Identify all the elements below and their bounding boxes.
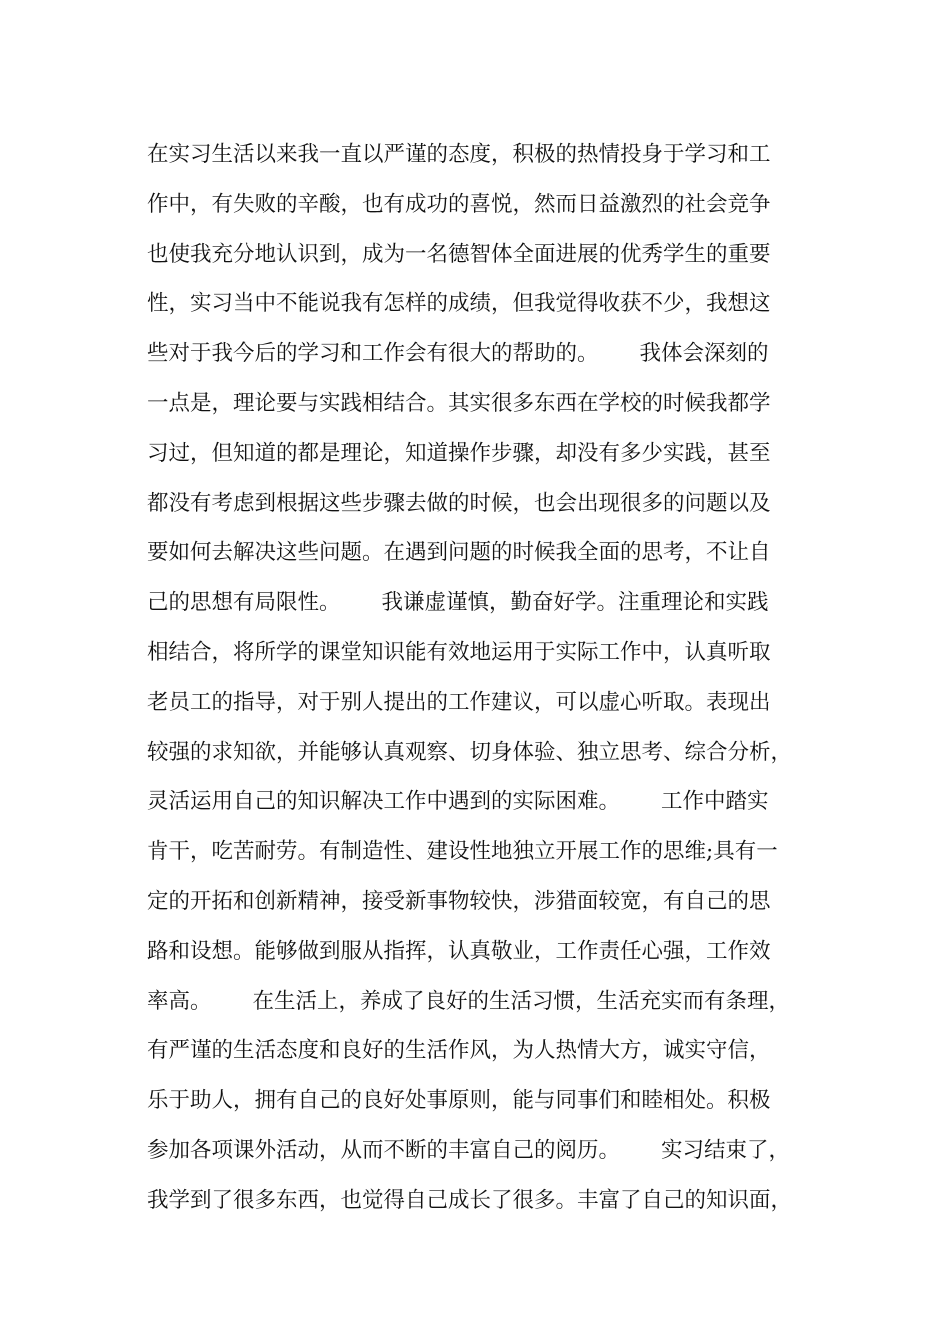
text-line: 定的开拓和创新精神，接受新事物较快，涉猎面较宽，有自己的思 xyxy=(147,888,771,914)
text-line: 要如何去解决这些问题。在遇到问题的时候我全面的思考，不让自 xyxy=(147,540,771,566)
text-line: 乐于助人，拥有自己的良好处事原则，能与同事们和睦相处。积极 xyxy=(147,1088,771,1114)
text-line: 都没有考虑到根据这些步骤去做的时候，也会出现很多的问题以及 xyxy=(147,490,771,516)
body-text xyxy=(147,130,837,1226)
text-line: 习过，但知道的都是理论，知道操作步骤，却没有多少实践，甚至 xyxy=(147,440,771,466)
text-line: 有严谨的生活态度和良好的生活作风，为人热情大方，诚实守信， xyxy=(147,1038,771,1064)
text-line: 在实习生活以来我一直以严谨的态度，积极的热情投身于学习和工 xyxy=(147,142,771,167)
text-line: 一点是，理论要与实践相结合。其实很多东西在学校的时候我都学 xyxy=(147,390,771,416)
text-line: 性，实习当中不能说我有怎样的成绩，但我觉得收获不少，我想这 xyxy=(147,291,771,317)
text-line: 较强的求知欲，并能够认真观察、切身体验、独立思考、综合分析， xyxy=(147,739,793,765)
text-line: 路和设想。能够做到服从指挥，认真敬业，工作责任心强，工作效 xyxy=(147,938,771,964)
text-line: 作中，有失败的辛酸，也有成功的喜悦，然而日益激烈的社会竞争 xyxy=(147,191,771,217)
text-line: 老员工的指导，对于别人提出的工作建议，可以虚心听取。表现出 xyxy=(147,689,771,715)
text-line: 我学到了很多东西，也觉得自己成长了很多。丰富了自己的知识面， xyxy=(147,1187,793,1213)
text-line: 率高。 在生活上，养成了良好的生活习惯，生活充实而有条理， xyxy=(147,988,791,1014)
text-line: 也使我充分地认识到，成为一名德智体全面进展的优秀学生的重要 xyxy=(147,241,771,267)
text-line: 灵活运用自己的知识解决工作中遇到的实际困难。 工作中踏实 xyxy=(147,789,769,815)
text-line: 相结合，将所学的课堂知识能有效地运用于实际工作中，认真听取 xyxy=(147,639,771,665)
text-line: 己的思想有局限性。 我谦虚谨慎，勤奋好学。注重理论和实践 xyxy=(147,590,769,616)
text-line: 些对于我今后的学习和工作会有很大的帮助的。 我体会深刻的 xyxy=(147,341,769,367)
text-line: 肯干，吃苦耐劳。有制造性、建设性地独立开展工作的思维;具有一 xyxy=(147,839,778,865)
text-line: 参加各项课外活动，从而不断的丰富自己的阅历。 实习结束了， xyxy=(147,1137,791,1163)
